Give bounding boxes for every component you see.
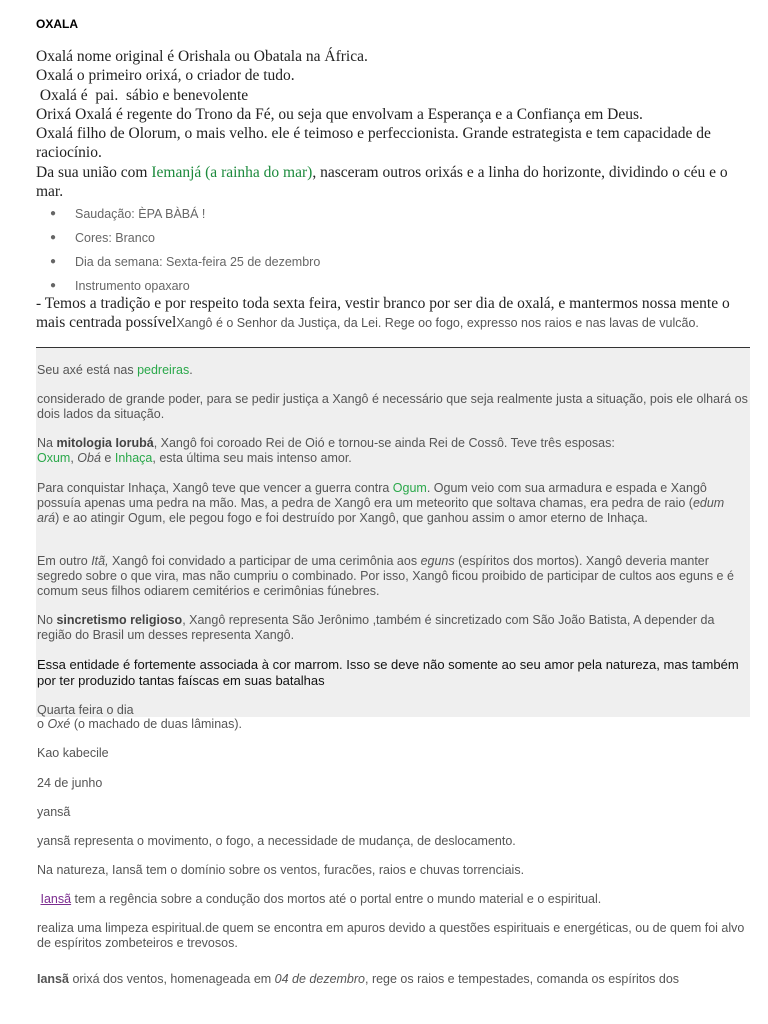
pedreiras-link[interactable]: pedreiras: [137, 363, 190, 377]
intro-text: Da sua união com: [36, 163, 152, 181]
conquer-text: Para conquistar Inhaça, Xangô teve que vencer a guerra contra: [37, 481, 393, 495]
yansa-description: yansã representa o movimento, o fogo, a necessidade de mudança, de deslocamento.: [37, 834, 516, 848]
xango-intro-text: Xangô é o Senhor da Justiça, da Lei. Rege oo fogo, expresso nos raios e nas lavas de vulcão.: [176, 316, 699, 331]
intro-line: Oxalá o primeiro orixá, o criador de tudo.: [36, 67, 295, 85]
axe-text: Seu axé está nas: [37, 363, 138, 377]
iemanja-link[interactable]: Iemanjá (a rainha do mar): [151, 163, 313, 181]
oxe-text: o: [37, 717, 48, 731]
syncretism-paragraph: [37, 613, 749, 643]
intro-line: Oxalá é pai. sábio e benevolente: [36, 86, 249, 104]
intro-line: Oxalá filho de Olorum, o mais velho. ele é teimoso e perfeccionista. Grande estrategista e tem capacidade de raciocínio.: [36, 125, 711, 162]
nature-paragraph: Na natureza, Iansã tem o domínio sobre os ventos, furacões, raios e chuvas torrenciais.: [37, 863, 525, 877]
oxala-facts-list: [36, 204, 736, 300]
bullet-icon: ●: [50, 208, 57, 219]
last-date-italic: 04 de dezembro: [274, 972, 365, 986]
regency-text: tem a regência sobre a condução dos mortos até o portal entre o mundo material e o espiritual.: [71, 892, 602, 906]
oxe-italic: Oxé: [47, 717, 71, 731]
mythology-paragraph: [37, 436, 637, 466]
kao-line: Kao kabecile: [37, 746, 109, 760]
ita-text: Em outro: [37, 554, 92, 568]
list-item-text: Cores: Branco: [75, 231, 155, 245]
ita-italic: Itã,: [91, 554, 109, 568]
oxe-text: (o machado de duas lâminas).: [70, 717, 242, 731]
last-text: , rege os raios e tempestades, comanda os espíritos dos: [365, 972, 680, 986]
cleaning-paragraph: realiza uma limpeza espiritual.de quem se encontra em apuros devido a questões espirituais e energéticas, ou de quem foi alvo de espíritos zombeteiros e trevosos.: [37, 921, 745, 950]
list-item: [36, 204, 736, 228]
intro-text: , nasceram outros orixás e a linha do horizonte, dividindo o céu e o mar.: [36, 163, 728, 201]
myth-text: , esta última seu mais intenso amor.: [152, 451, 352, 465]
edum-text: edum ará: [37, 496, 725, 525]
last-text: orixá dos ventos, homenageada em: [68, 972, 275, 986]
intro-line: Orixá Oxalá é regente do Trono da Fé, ou seja que envolvam a Esperança e a Confiança em Deus.: [36, 105, 643, 123]
yansa-heading: yansã: [37, 805, 71, 819]
iansa-link[interactable]: Iansã: [40, 892, 72, 906]
conquer-text: . Ogum veio com sua armadura e espada e Xangô possuía apenas uma pedra na mão. Mas, a pedra de Xangô era um meteorito que soltava chamas, era pedra de raio (: [37, 481, 707, 510]
oxum-link[interactable]: Oxum: [37, 451, 71, 465]
sync-text: No: [37, 613, 57, 627]
list-item-text: Instrumento opaxaro: [75, 279, 190, 293]
list-item-text: Dia da semana: Sexta-feira 25 de dezembro: [75, 255, 321, 269]
eguns-text: eguns: [420, 554, 455, 568]
list-item: [36, 228, 736, 252]
sync-bold: sincretismo religioso: [56, 613, 183, 627]
day-line: Quarta feira o dia: [37, 703, 134, 717]
myth-text: ,: [70, 451, 78, 465]
intro-line: [36, 163, 750, 202]
conquer-text: ) e ao atingir Ogum, ele pegou fogo e foi destruído por Xangô, que ganhou assim o amor eterno de Inhaça.: [55, 511, 648, 525]
brown-color-paragraph: Essa entidade é fortemente associada à cor marrom. Isso se deve não somente ao seu amor pela natureza, mas também por ter produzido tantas faíscas em suas batalhas: [37, 657, 739, 688]
inhaca-link[interactable]: Inhaça: [114, 451, 153, 465]
myth-text: , Xangô foi coroado Rei de Oió e tornou-se ainda Rei de Cossô. Teve três esposas:: [153, 436, 615, 450]
justice-paragraph: considerado de grande poder, para se pedir justiça a Xangô é necessário que seja realmente justa a situação, pois ele olhará os dois lados da situação.: [37, 392, 748, 421]
ogum-link[interactable]: Ogum: [392, 481, 427, 495]
myth-text: Na: [37, 436, 57, 450]
regency-paragraph: [37, 892, 749, 907]
iansa-last-paragraph: [37, 972, 749, 987]
list-item-text: Saudação: ÈPA BÀBÁ !: [75, 207, 206, 221]
bullet-icon: ●: [50, 232, 57, 243]
iansa-bold: Iansã: [37, 972, 69, 986]
ita-paragraph: [37, 554, 749, 599]
tradition-paragraph: [36, 294, 750, 334]
intro-line: Oxalá nome original é Orishala ou Obatala na África.: [36, 48, 368, 65]
ita-text: Xangô foi convidado a participar de uma cerimônia aos: [108, 554, 421, 568]
myth-text: e: [100, 451, 115, 465]
sync-text: , Xangô representa São Jerônimo ,também é sincretizado com São João Batista, A depender da região do Brasil um desses representa Xangô.: [37, 613, 715, 642]
oxe-line: [37, 717, 749, 732]
bullet-icon: ●: [50, 256, 57, 267]
ita-text: (espíritos dos mortos). Xangô deveria manter segredo sobre o que vira, mas não cumpriu o combinado. Por isso, Xangô ficou proibido de participar de cultos aos eguns e é comum seus filhos odiarem cemitérios e cerimônias fúnebres.: [37, 554, 734, 598]
tradition-text: - Temos a tradição e por respeito toda sexta feira, vestir branco por ser dia de oxalá, e mantermos nossa mente o mais centrada possível: [36, 295, 730, 332]
axe-paragraph: [37, 363, 749, 378]
conquer-paragraph: [37, 481, 749, 526]
myth-bold: mitologia Iorubá: [56, 436, 154, 450]
axe-text: .: [189, 363, 193, 377]
bullet-icon: ●: [50, 280, 57, 291]
oxala-intro: [36, 47, 750, 201]
list-item: [36, 252, 736, 276]
date-line: 24 de junho: [37, 776, 103, 790]
oba-text: Obá: [77, 451, 101, 465]
page-title: OXALA: [36, 17, 78, 31]
